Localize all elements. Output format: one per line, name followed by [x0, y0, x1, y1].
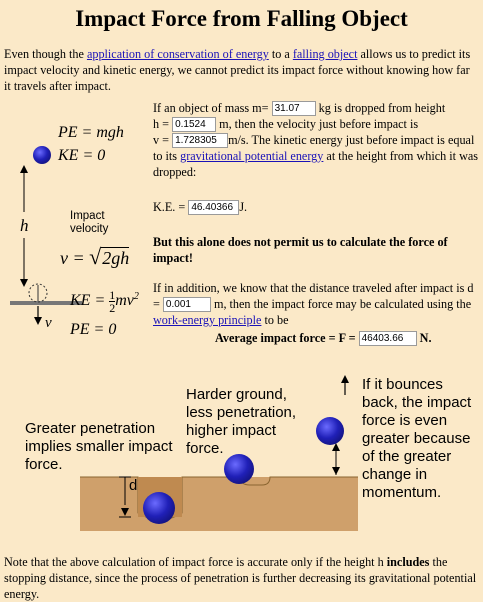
height-input[interactable]: 0.1524	[172, 117, 216, 132]
d-label: d	[129, 477, 138, 494]
v-sqrt-formula: v = √2gh	[60, 244, 130, 269]
pe-mgh-label: PE = mgh	[58, 124, 124, 141]
force-result: Average impact force = F = 46403.66 N.	[215, 331, 432, 345]
down-arrow-icon	[20, 279, 28, 287]
gravitational-potential-energy-link[interactable]: gravitational potential energy	[180, 149, 324, 163]
velocity-output[interactable]: 1.728305	[172, 133, 228, 148]
falling-object-link[interactable]: falling object	[292, 47, 358, 61]
impact-arrow-icon	[332, 467, 340, 475]
mass-input[interactable]: 31.07	[272, 101, 316, 116]
v-label: v	[45, 315, 52, 331]
ke-zero-label: KE = 0	[58, 147, 106, 164]
sqrt-icon: √	[89, 244, 102, 269]
h-label: h	[20, 216, 29, 235]
up-arrow-icon	[20, 165, 28, 173]
distance-input[interactable]: 0.001	[163, 297, 211, 312]
velocity-arrow-icon	[34, 317, 42, 325]
bounce-back-text: If it bounces back, the impact force is even greater because of the greater change in momentum.	[362, 376, 472, 501]
pe-zero-label: PE = 0	[70, 321, 117, 338]
ball-hard-ground	[224, 454, 254, 484]
ke-half-formula: KE = $\frac{1}{2}$ $mv^2$	[70, 288, 139, 315]
ground-block	[80, 477, 358, 531]
work-energy-principle-link[interactable]: work-energy principle	[153, 313, 262, 327]
force-paragraph: If in addition, we know that the distance traveled after impact is d = 0.001 m, then the impact force may be calculated using the work-energy principle to be	[153, 281, 474, 327]
force-output[interactable]: 46403.66	[359, 331, 417, 346]
conservation-of-energy-link[interactable]: application of conservation of energy	[86, 47, 269, 61]
intro-paragraph: Even though the application of conservation of energy to a falling object allows us to predict its impact velocity and kinetic energy, we cannot predict its impact force without knowing how far it travels after impact.	[4, 47, 471, 93]
stopping-distance-note: Note that the above calculation of impact force is accurate only if the height h includes the stopping distance, since the process of penetration is further decreasing its gravitational potential energy.	[4, 555, 477, 601]
ball-bouncing	[316, 417, 344, 445]
ball-embedded	[143, 492, 175, 524]
bounce-up-arrow-icon	[341, 375, 349, 383]
greater-penetration-text: Greater penetration implies smaller impact force.	[25, 420, 173, 473]
ke-result: K.E. = 46.40366 J.	[153, 200, 248, 214]
warning-note: But this alone does not permit us to calculate the force of impact!	[153, 235, 448, 265]
impact-velocity-label: Impact velocity	[70, 210, 109, 235]
calc-paragraph: If an object of mass m= 31.07 kg is dropped from height h = 0.1524 m, then the velocity just before impact is v = 1.728305 m/s. The kinetic energy just before impact is equal to its gravitational potential energy at the height from which it was dropped:	[153, 101, 479, 179]
harder-ground-text: Harder ground, less penetration, higher impact force.	[186, 386, 297, 457]
page-title: Impact Force from Falling Object	[75, 6, 408, 31]
ke-output[interactable]: 46.40366	[188, 200, 239, 215]
